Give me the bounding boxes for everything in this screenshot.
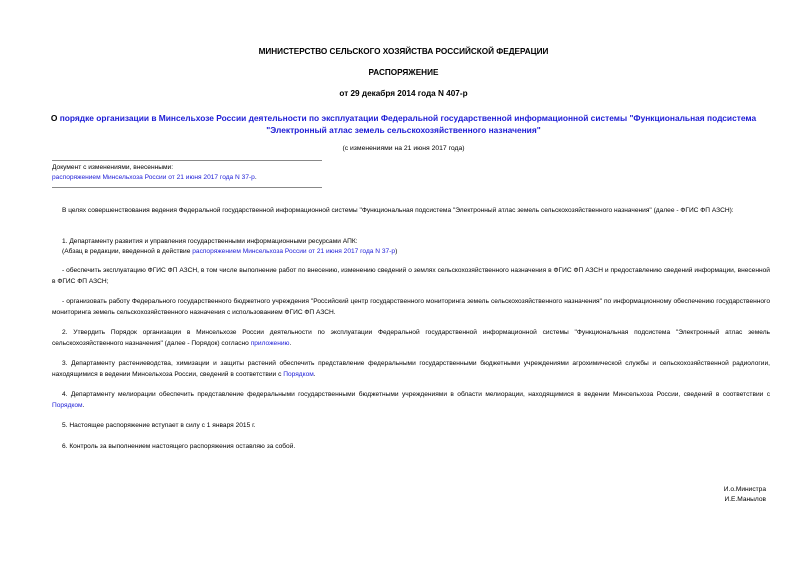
signature-name: И.Е.Манылов	[724, 496, 766, 503]
order-link-1[interactable]: Порядком	[283, 370, 314, 378]
title-prefix: О	[50, 113, 60, 123]
paragraph-6: 6. Контроль за выполнением настоящего распоряжения оставляю за собой.	[62, 443, 296, 450]
paragraph-1: 1. Департаменту развития и управления государственными информационными ресурсами АПК:	[62, 238, 358, 245]
signature-position: И.о.Министра	[723, 486, 766, 493]
document-title	[40, 113, 767, 136]
change-box	[52, 163, 257, 183]
paragraph-3-text: 3. Департаменту растениеводства, химизации и защиты растений обеспечить представление федеральными государственными бюджетными учреждениями агрохимической службы и сельскохозяйственной радиологии, находящимися в ведении Минсельхоза России, сведений в соответствии с	[52, 360, 770, 378]
divider-top	[52, 160, 322, 161]
amend-note: (с изменениями на 21 июня 2017 года)	[342, 145, 465, 152]
ministry-heading: МИНИСТЕРСТВО СЕЛЬСКОГО ХОЗЯЙСТВА РОССИЙСКОЙ ФЕДЕРАЦИИ	[258, 47, 549, 56]
signature-block	[724, 485, 766, 505]
note-link[interactable]: распоряжением Минсельхоза России от 21 июня 2017 года N 37-р	[192, 248, 396, 255]
paragraph-4-text: 4. Департаменту мелиорации обеспечить представление федеральными государственными бюджетными учреждениями в области мелиорации, находящимися в ведении Минсельхоза России, сведений в соответствии с	[62, 391, 770, 398]
paragraph-3-end: .	[313, 370, 316, 378]
date-line: от 29 декабря 2014 года N 407-р	[339, 89, 468, 98]
appendix-link[interactable]: приложению	[250, 339, 290, 347]
change-box-label: Документ с изменениями, внесенными:	[52, 164, 174, 171]
note-prefix: (Абзац в редакции, введенной в действие	[62, 248, 193, 255]
paragraph-1-bullet-2: - организовать работу Федерального государственного бюджетного учреждения "Российский центр государственного мониторинга земель сельскохозяйственного назначения" по информационному обеспечению государственного мониторинга земель сельскохозяйственного назначения с использованием ФГИС ФП АЗСН.	[52, 298, 770, 316]
paragraph-4	[52, 390, 770, 411]
divider-bottom	[52, 187, 322, 188]
paragraph-3	[52, 359, 770, 380]
note-suffix: )	[395, 248, 398, 255]
paragraph-2-end: .	[289, 339, 292, 347]
paragraph-2-text: 2. Утвердить Порядок организации в Минсельхозе России деятельности по эксплуатации Федеральной государственной информационной системы "Функциональная подсистема "Электронный атлас земель сельскохозяйственного назначения" (далее - Порядок) согласно	[52, 329, 770, 347]
paragraph-1-bullet-1: - обеспечить эксплуатацию ФГИС ФП АЗСН, в том числе выполнение работ по внесению, изменению сведений о землях сельскохозяйственного назначения в ФГИС ФП АЗСН и предоставлению сведений информации, внесенной в ФГИС ФП АЗСН;	[52, 267, 770, 285]
paragraph-5: 5. Настоящее распоряжение вступает в силу с 1 января 2015 г.	[62, 422, 256, 429]
paragraph-1-note	[52, 247, 770, 258]
paragraph-2	[52, 328, 770, 349]
paragraph-4-end: .	[82, 401, 85, 409]
change-box-suffix: .	[254, 174, 257, 181]
change-box-link[interactable]: распоряжением Минсельхоза России от 21 июня 2017 года N 37-р	[52, 174, 255, 181]
order-link-2[interactable]: Порядком	[52, 401, 83, 409]
doc-type-heading: РАСПОРЯЖЕНИЕ	[368, 68, 439, 77]
paragraph-intro: В целях совершенствования ведения Федеральной государственной информационной системы "Функциональная подсистема "Электронный атлас земель сельскохозяйственного назначения" (далее - ФГИС ФП АЗСН):	[62, 207, 734, 214]
title-link[interactable]: порядке организации в Минсельхозе России деятельности по эксплуатации Федеральной государственной информационной системы "Функциональная подсистема "Электронный атлас земель сельскохозяйственного назначения"	[59, 113, 757, 135]
